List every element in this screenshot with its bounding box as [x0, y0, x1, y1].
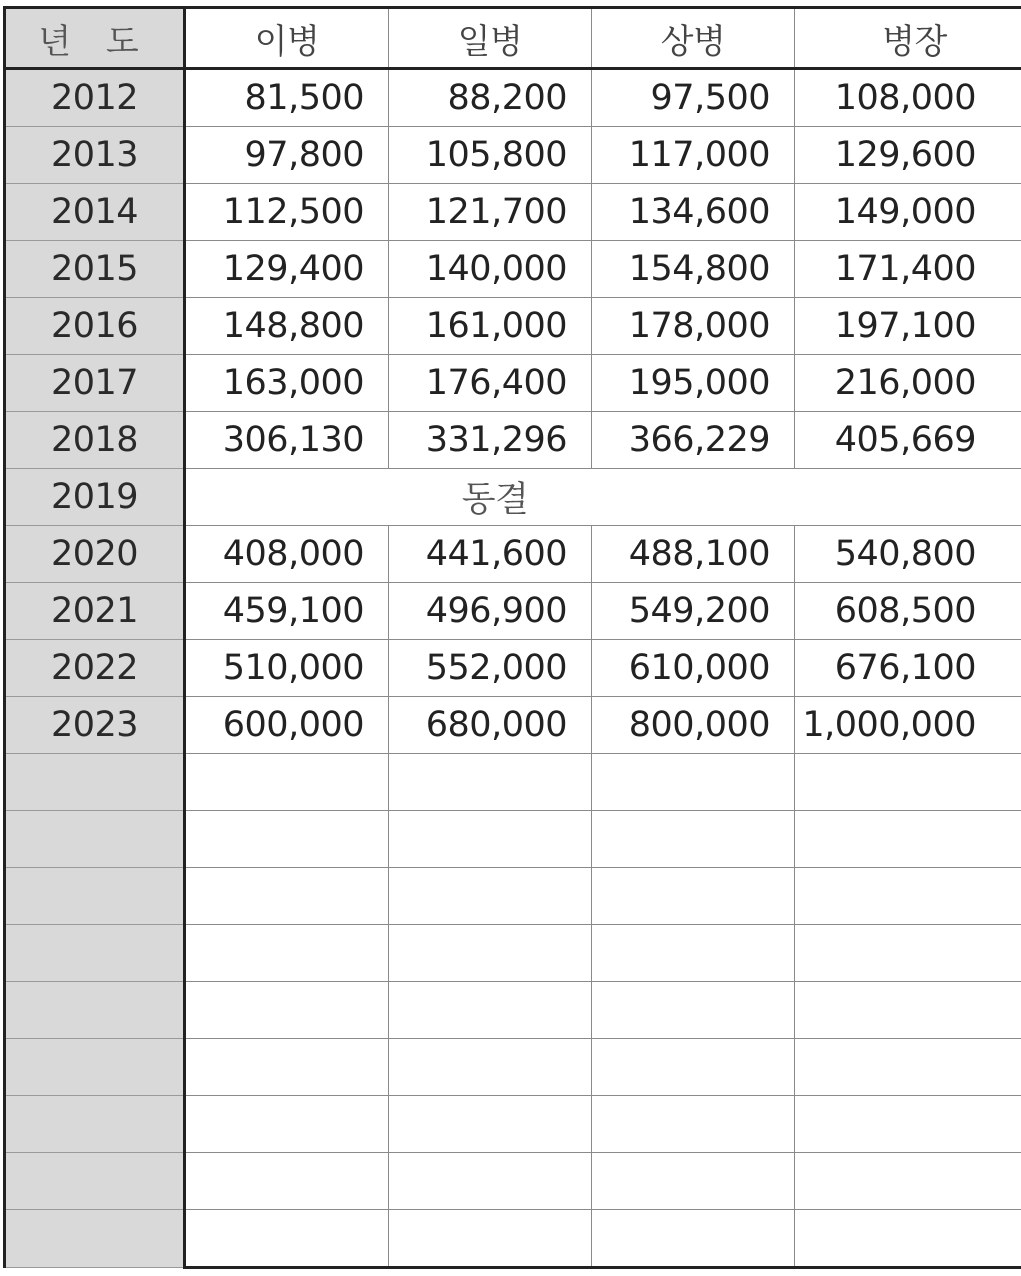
year-cell: 2023	[5, 697, 185, 754]
private-header: 이병	[185, 8, 389, 69]
sergeant-pay-cell: 129,600	[795, 127, 1021, 184]
table-row	[5, 69, 1021, 127]
empty-row	[5, 1039, 1021, 1096]
corporal-pay-cell: 195,000	[592, 355, 795, 412]
private-pay-cell: 148,800	[185, 298, 389, 355]
empty-cell	[592, 982, 795, 1039]
empty-cell	[795, 982, 1021, 1039]
year-cell: 2019	[5, 469, 185, 526]
year-cell: 2013	[5, 127, 185, 184]
empty-year-cell	[5, 925, 185, 982]
year-cell: 2020	[5, 526, 185, 583]
empty-year-cell	[5, 1153, 185, 1210]
private-first-class-pay-cell: 552,000	[389, 640, 592, 697]
empty-row	[5, 811, 1021, 868]
sergeant-pay-cell: 405,669	[795, 412, 1021, 469]
empty-cell	[389, 754, 592, 811]
empty-row	[5, 868, 1021, 925]
empty-cell	[389, 982, 592, 1039]
private-pay-cell: 112,500	[185, 184, 389, 241]
corporal-pay-cell: 134,600	[592, 184, 795, 241]
table-row	[5, 640, 1021, 697]
table-body	[5, 69, 1021, 1268]
table-row	[5, 583, 1021, 640]
corporal-pay-cell: 366,229	[592, 412, 795, 469]
private-pay-cell: 129,400	[185, 241, 389, 298]
empty-row	[5, 754, 1021, 811]
table-row	[5, 241, 1021, 298]
empty-year-cell	[5, 1039, 185, 1096]
empty-row	[5, 1153, 1021, 1210]
empty-year-cell	[5, 811, 185, 868]
empty-year-cell	[5, 868, 185, 925]
empty-cell	[185, 811, 389, 868]
empty-cell	[592, 1039, 795, 1096]
corporal-pay-cell: 117,000	[592, 127, 795, 184]
empty-cell	[592, 868, 795, 925]
empty-cell	[389, 811, 592, 868]
empty-year-cell	[5, 982, 185, 1039]
private-first-class-pay-cell: 88,200	[389, 69, 592, 127]
private-pay-cell: 81,500	[185, 69, 389, 127]
frozen-note: 동결	[461, 480, 529, 520]
empty-cell	[389, 925, 592, 982]
corporal-pay-cell: 549,200	[592, 583, 795, 640]
sergeant-pay-cell: 149,000	[795, 184, 1021, 241]
year-cell: 2021	[5, 583, 185, 640]
empty-cell	[795, 1096, 1021, 1153]
private-pay-cell: 163,000	[185, 355, 389, 412]
empty-cell	[185, 1153, 389, 1210]
year-cell: 2016	[5, 298, 185, 355]
table-row	[5, 697, 1021, 754]
frozen-note-cell	[185, 469, 1021, 526]
corporal-pay-cell: 610,000	[592, 640, 795, 697]
empty-year-cell	[5, 1210, 185, 1268]
private-pay-cell: 408,000	[185, 526, 389, 583]
corporal-pay-cell: 154,800	[592, 241, 795, 298]
year-cell: 2022	[5, 640, 185, 697]
empty-row	[5, 1210, 1021, 1268]
table-row	[5, 469, 1021, 526]
sergeant-pay-cell: 608,500	[795, 583, 1021, 640]
pay-table	[3, 6, 1021, 1269]
table-row	[5, 298, 1021, 355]
sergeant-pay-cell: 1,000,000	[795, 697, 1021, 754]
corporal-header: 상병	[592, 8, 795, 69]
empty-cell	[795, 811, 1021, 868]
empty-cell	[185, 1210, 389, 1268]
year-cell: 2014	[5, 184, 185, 241]
year-cell: 2018	[5, 412, 185, 469]
empty-cell	[389, 1039, 592, 1096]
empty-cell	[185, 868, 389, 925]
private-pay-cell: 306,130	[185, 412, 389, 469]
empty-cell	[185, 1096, 389, 1153]
empty-cell	[389, 1153, 592, 1210]
sergeant-pay-cell: 216,000	[795, 355, 1021, 412]
empty-cell	[592, 1153, 795, 1210]
empty-cell	[795, 925, 1021, 982]
corporal-pay-cell: 178,000	[592, 298, 795, 355]
empty-cell	[795, 754, 1021, 811]
private-pay-cell: 459,100	[185, 583, 389, 640]
table-row	[5, 355, 1021, 412]
private-pay-cell: 600,000	[185, 697, 389, 754]
empty-year-cell	[5, 1096, 185, 1153]
private-first-class-pay-cell: 121,700	[389, 184, 592, 241]
private-first-class-pay-cell: 140,000	[389, 241, 592, 298]
sergeant-header: 병장	[795, 8, 1021, 69]
private-first-class-pay-cell: 331,296	[389, 412, 592, 469]
table-row	[5, 412, 1021, 469]
header-row	[5, 8, 1021, 69]
sergeant-pay-cell: 171,400	[795, 241, 1021, 298]
private-first-class-header: 일병	[389, 8, 592, 69]
empty-cell	[592, 925, 795, 982]
corporal-pay-cell: 488,100	[592, 526, 795, 583]
empty-cell	[592, 811, 795, 868]
empty-cell	[795, 868, 1021, 925]
empty-cell	[185, 982, 389, 1039]
empty-cell	[389, 1096, 592, 1153]
private-pay-cell: 97,800	[185, 127, 389, 184]
year-cell: 2012	[5, 69, 185, 127]
year-header: 년 도	[5, 8, 185, 69]
private-first-class-pay-cell: 176,400	[389, 355, 592, 412]
table-row	[5, 184, 1021, 241]
empty-cell	[795, 1153, 1021, 1210]
year-cell: 2017	[5, 355, 185, 412]
empty-cell	[592, 1210, 795, 1268]
empty-row	[5, 1096, 1021, 1153]
year-cell: 2015	[5, 241, 185, 298]
private-first-class-pay-cell: 680,000	[389, 697, 592, 754]
private-pay-cell: 510,000	[185, 640, 389, 697]
empty-cell	[795, 1039, 1021, 1096]
empty-row	[5, 982, 1021, 1039]
sergeant-pay-cell: 540,800	[795, 526, 1021, 583]
table-row	[5, 127, 1021, 184]
private-first-class-pay-cell: 105,800	[389, 127, 592, 184]
empty-cell	[185, 925, 389, 982]
empty-row	[5, 925, 1021, 982]
private-first-class-pay-cell: 441,600	[389, 526, 592, 583]
empty-cell	[185, 754, 389, 811]
sergeant-pay-cell: 197,100	[795, 298, 1021, 355]
private-first-class-pay-cell: 161,000	[389, 298, 592, 355]
corporal-pay-cell: 800,000	[592, 697, 795, 754]
private-first-class-pay-cell: 496,900	[389, 583, 592, 640]
sergeant-pay-cell: 108,000	[795, 69, 1021, 127]
empty-cell	[592, 1096, 795, 1153]
empty-cell	[795, 1210, 1021, 1268]
empty-cell	[389, 868, 592, 925]
corporal-pay-cell: 97,500	[592, 69, 795, 127]
empty-cell	[592, 754, 795, 811]
sergeant-pay-cell: 676,100	[795, 640, 1021, 697]
table-row	[5, 526, 1021, 583]
empty-cell	[389, 1210, 592, 1268]
empty-year-cell	[5, 754, 185, 811]
empty-cell	[185, 1039, 389, 1096]
